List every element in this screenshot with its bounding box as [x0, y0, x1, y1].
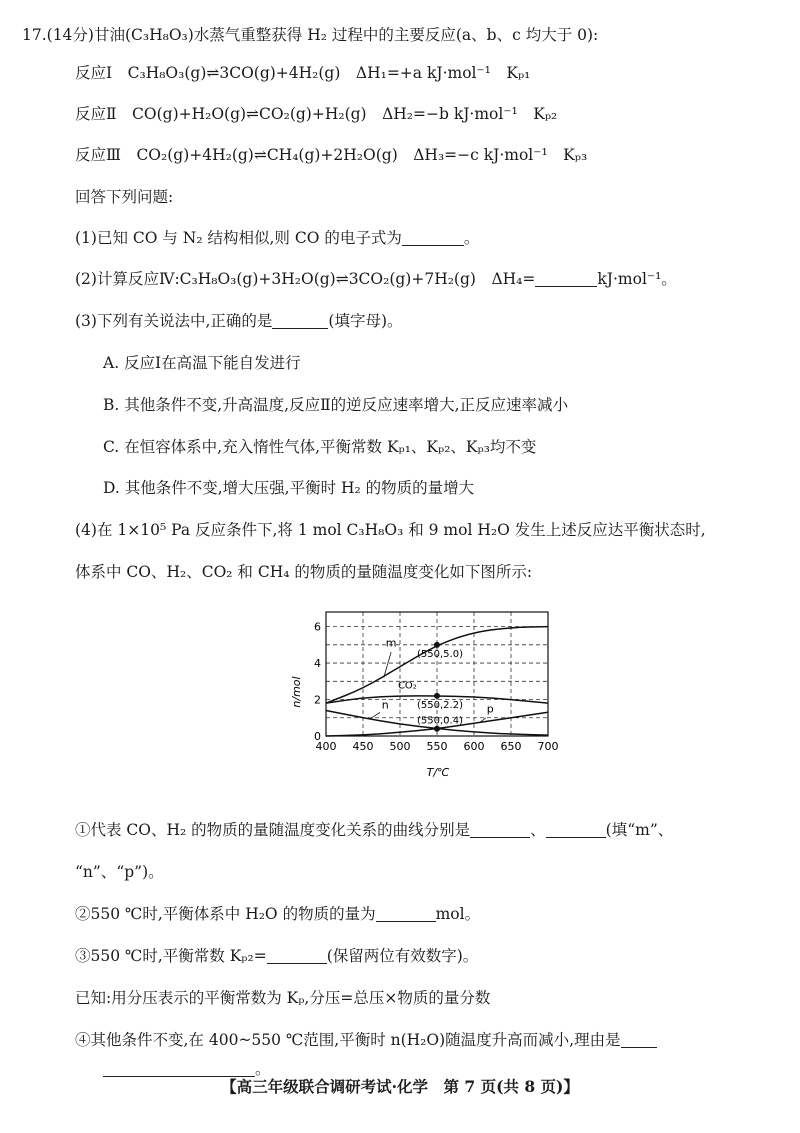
y-axis-label: n/mol: [290, 676, 303, 708]
question-1: [75, 227, 479, 249]
reaction-3: 反应Ⅲ CO₂(g)+4H₂(g)⇌CH₄(g)+2H₂O(g) ΔH₃=−c kJ·mol⁻¹ Kₚ₃: [75, 146, 588, 164]
question-1-text: (1)已知 CO 与 N₂ 结构相似,则 CO 的电子式为: [75, 229, 402, 247]
question-4-sub-1-cont: “n”、“p”)。: [75, 863, 164, 881]
sub-1-separator: 、: [530, 821, 546, 839]
sub-3-tail: (保留两位有效数字)。: [326, 947, 479, 965]
question-3-tail: (填字母)。: [328, 312, 403, 330]
series-label-m: m: [385, 636, 397, 650]
answer-blank-4-2[interactable]: [376, 905, 436, 922]
answer-blank-4-4a[interactable]: [621, 1031, 657, 1048]
series-label-n: n: [381, 698, 389, 712]
x-tick-label-650: 650: [500, 740, 522, 753]
sub-2-unit: mol。: [435, 905, 481, 923]
answer-blank-1[interactable]: [402, 229, 464, 246]
chart-series-layer: [326, 627, 548, 736]
option-b: B. 其他条件不变,升高温度,反应Ⅱ的逆反应速率增大,正反应速率减小: [103, 396, 569, 414]
reaction-2: 反应Ⅱ CO(g)+H₂O(g)⇌CO₂(g)+H₂(g) ΔH₂=−b kJ·mol⁻¹ Kₚ₂: [75, 105, 558, 123]
option-c: C. 在恒容体系中,充入惰性气体,平衡常数 Kₚ₁、Kₚ₂、Kₚ₃均不变: [103, 438, 537, 456]
chart-ticks-layer: [314, 621, 559, 753]
known-note: 已知:用分压表示的平衡常数为 Kₚ,分压=总压×物质的量分数: [75, 989, 491, 1007]
point-label-0: (550,5.0): [417, 648, 463, 660]
x-tick-label-600: 600: [463, 740, 485, 753]
question-2-tail: kJ·mol⁻¹。: [597, 270, 677, 288]
option-a: A. 反应Ⅰ在高温下能自发进行: [103, 354, 301, 372]
series-label-co2: CO₂: [397, 680, 417, 692]
point-marker-1: [434, 693, 440, 699]
x-tick-label-550: 550: [426, 740, 448, 753]
y-tick-label-6: 6: [314, 620, 321, 634]
y-tick-label-4: 4: [314, 657, 321, 671]
sub-2-text: ②550 ℃时,平衡体系中 H₂O 的物质的量为: [75, 905, 376, 923]
question-4-sub-1: [75, 819, 673, 841]
point-label-1: (550,2.2): [417, 699, 463, 711]
page-footer: 【高三年级联合调研考试·化学 第 7 页(共 8 页)】: [221, 1077, 579, 1096]
question-4-sub-2: [75, 903, 480, 925]
question-4-sub-4: [75, 1029, 657, 1051]
question-3: [75, 310, 403, 332]
answer-blank-4-1b[interactable]: [546, 821, 606, 838]
sub-4-end: 。: [255, 1060, 271, 1078]
series-label-p: p: [486, 702, 494, 716]
y-tick-label-0: 0: [314, 730, 321, 743]
answer-blank-4-1a[interactable]: [470, 821, 530, 838]
answer-blank-4-3[interactable]: [267, 947, 327, 964]
point-label-2: (550,0.4): [417, 715, 463, 727]
question-1-tail: 。: [463, 229, 480, 247]
answer-blank-2[interactable]: [535, 270, 597, 287]
answer-prompt: 回答下列问题:: [75, 188, 174, 206]
x-tick-label-450: 450: [352, 740, 374, 753]
reaction-1: 反应Ⅰ C₃H₈O₃(g)⇌3CO(g)+4H₂(g) ΔH₁=+a kJ·mol⁻¹ Kₚ₁: [75, 64, 531, 82]
point-marker-0: [434, 642, 440, 648]
question-2: [75, 268, 677, 290]
question-4-sub-3: [75, 945, 478, 967]
x-tick-label-500: 500: [389, 740, 411, 753]
question-3-text: (3)下列有关说法中,正确的是: [75, 312, 273, 330]
option-d: D. 其他条件不变,增大压强,平衡时 H₂ 的物质的量增大: [103, 479, 475, 497]
x-tick-label-700: 700: [537, 740, 559, 753]
sub-3-text: ③550 ℃时,平衡常数 Kₚ₂=: [75, 947, 267, 965]
sub-4-text: ④其他条件不变,在 400~550 ℃范围,平衡时 n(H₂O)随温度升高而减小,理由是: [75, 1031, 621, 1049]
amount-vs-temperature-chart: [290, 600, 570, 780]
answer-blank-3[interactable]: [272, 312, 328, 329]
x-axis-label: T/℃: [426, 766, 450, 779]
y-tick-label-2: 2: [314, 693, 321, 707]
question-header: 17.(14分)甘油(C₃H₈O₃)水蒸气重整获得 H₂ 过程中的主要反应(a、b、c 均大于 0):: [22, 26, 599, 44]
question-2-text: (2)计算反应Ⅳ:C₃H₈O₃(g)+3H₂O(g)⇌3CO₂(g)+7H₂(g) ΔH₄=: [75, 270, 536, 288]
sub-1-fill-hint: (填“m”、: [605, 821, 674, 839]
question-4-intro-1: (4)在 1×10⁵ Pa 反应条件下,将 1 mol C₃H₈O₃ 和 9 mol H₂O 发生上述反应达平衡状态时,: [75, 521, 706, 539]
question-4-intro-2: 体系中 CO、H₂、CO₂ 和 CH₄ 的物质的量随温度变化如下图所示:: [75, 563, 533, 581]
x-tick-label-400: 400: [315, 740, 337, 753]
sub-1-text: ①代表 CO、H₂ 的物质的量随温度变化关系的曲线分别是: [75, 821, 471, 839]
